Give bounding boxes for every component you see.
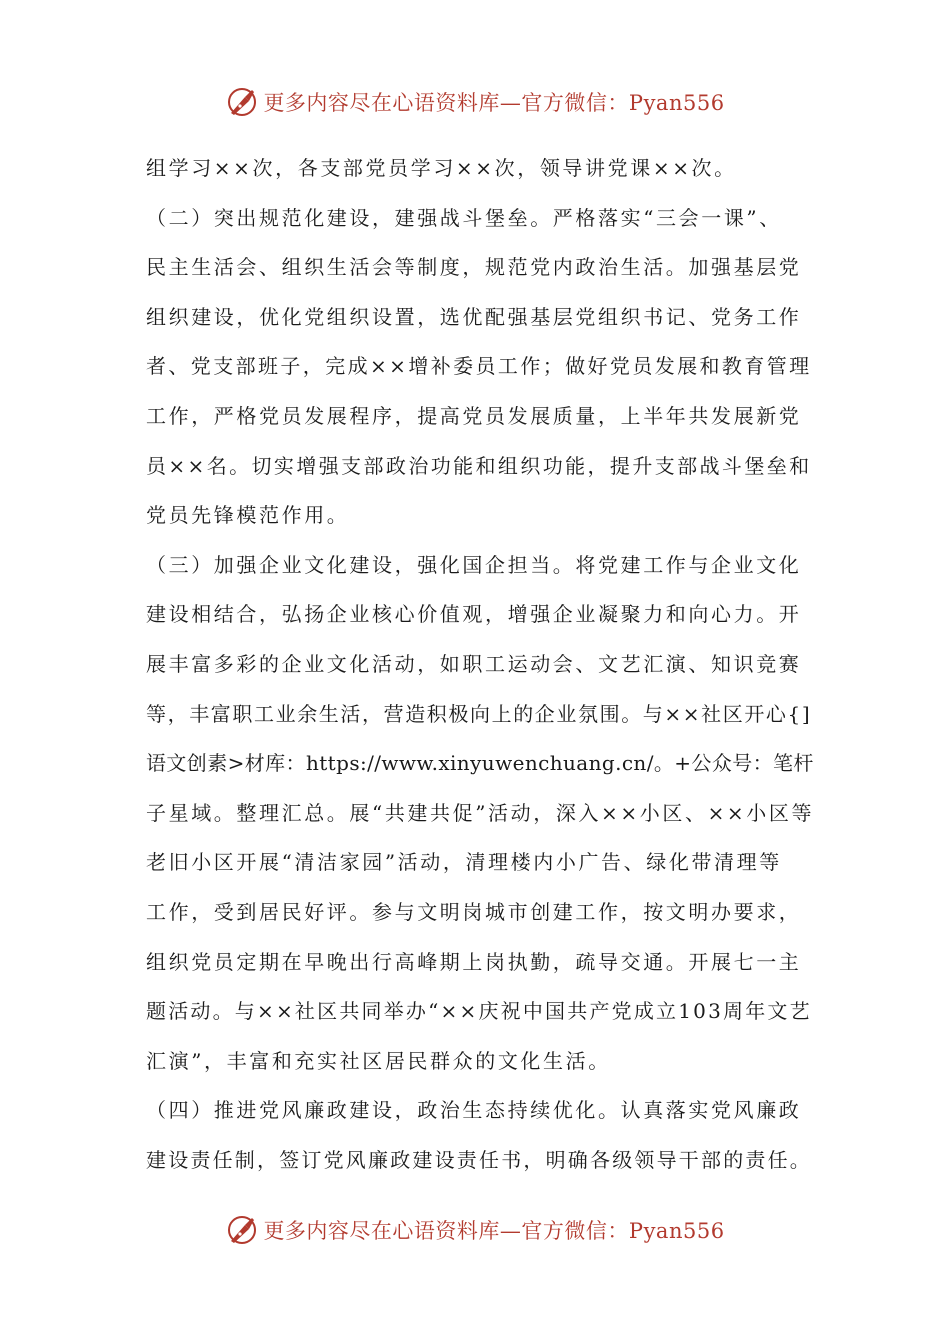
text-line: 建设责任制，签订党风廉政建设责任书，明确各级领导干部的责任。 [146, 1147, 812, 1172]
text-line: （三）加强企业文化建设，强化国企担当。将党建工作与企业文化 [146, 552, 802, 577]
header-watermark-banner [0, 82, 950, 122]
banner-text: 更多内容尽在心语资料库—官方微信：Pyan556 [263, 1219, 725, 1243]
pen-nib-circle-logo-icon [225, 85, 259, 119]
pen-nib-circle-logo-icon [225, 1213, 259, 1247]
text-line: 党员先锋模范作用。 [146, 503, 350, 528]
footer-watermark-banner [0, 1210, 950, 1250]
text-line: 汇演”，丰富和充实社区居民群众的文化生活。 [146, 1048, 611, 1073]
document-body [146, 144, 815, 1185]
text-line: 老旧小区开展“清洁家园”活动，清理楼内小广告、绿化带清理等 [146, 850, 782, 875]
text-line: 语文创素>材库：https://www.xinyuwenchuang.cn/。+公众号：笔杆 [146, 751, 814, 776]
text-line: 员××名。切实增强支部政治功能和组织功能，提升支部战斗堡垒和 [146, 453, 812, 478]
text-line: （四）推进党风廉政建设，政治生态持续优化。认真落实党风廉政 [146, 1098, 802, 1123]
text-line: 子星域。整理汇总。展“共建共促”活动，深入××小区、××小区等 [146, 800, 815, 825]
text-line: 建设相结合，弘扬企业核心价值观，增强企业凝聚力和向心力。开 [146, 602, 802, 627]
text-line: 组织党员定期在早晚出行高峰期上岗执勤，疏导交通。开展七一主 [146, 949, 802, 974]
text-line: 组学习××次，各支部党员学习××次，领导讲党课××次。 [146, 156, 737, 180]
text-line: 题活动。与××社区共同举办“××庆祝中国共产党成立103周年文艺 [146, 999, 812, 1024]
text-line: 组织建设，优化党组织设置，选优配强基层党组织书记、党务工作 [146, 304, 802, 329]
text-line: 工作，受到居民好评。参与文明岗城市创建工作，按文明办要求， [146, 899, 802, 924]
banner-text: 更多内容尽在心语资料库—官方微信：Pyan556 [263, 91, 725, 115]
text-line: 展丰富多彩的企业文化活动，如职工运动会、文艺汇演、知识竞赛 [146, 651, 802, 676]
text-line: （二）突出规范化建设，建强战斗堡垒。严格落实“三会一课”、 [146, 205, 782, 230]
text-line: 者、党支部班子，完成××增补委员工作；做好党员发展和教育管理 [146, 354, 812, 379]
text-line: 等，丰富职工业余生活，营造积极向上的企业氛围。与××社区开心{] [146, 701, 812, 726]
text-line: 工作，严格党员发展程序，提高党员发展质量，上半年共发展新党 [146, 403, 802, 428]
text-line: 民主生活会、组织生活会等制度，规范党内政治生活。加强基层党 [146, 255, 802, 280]
